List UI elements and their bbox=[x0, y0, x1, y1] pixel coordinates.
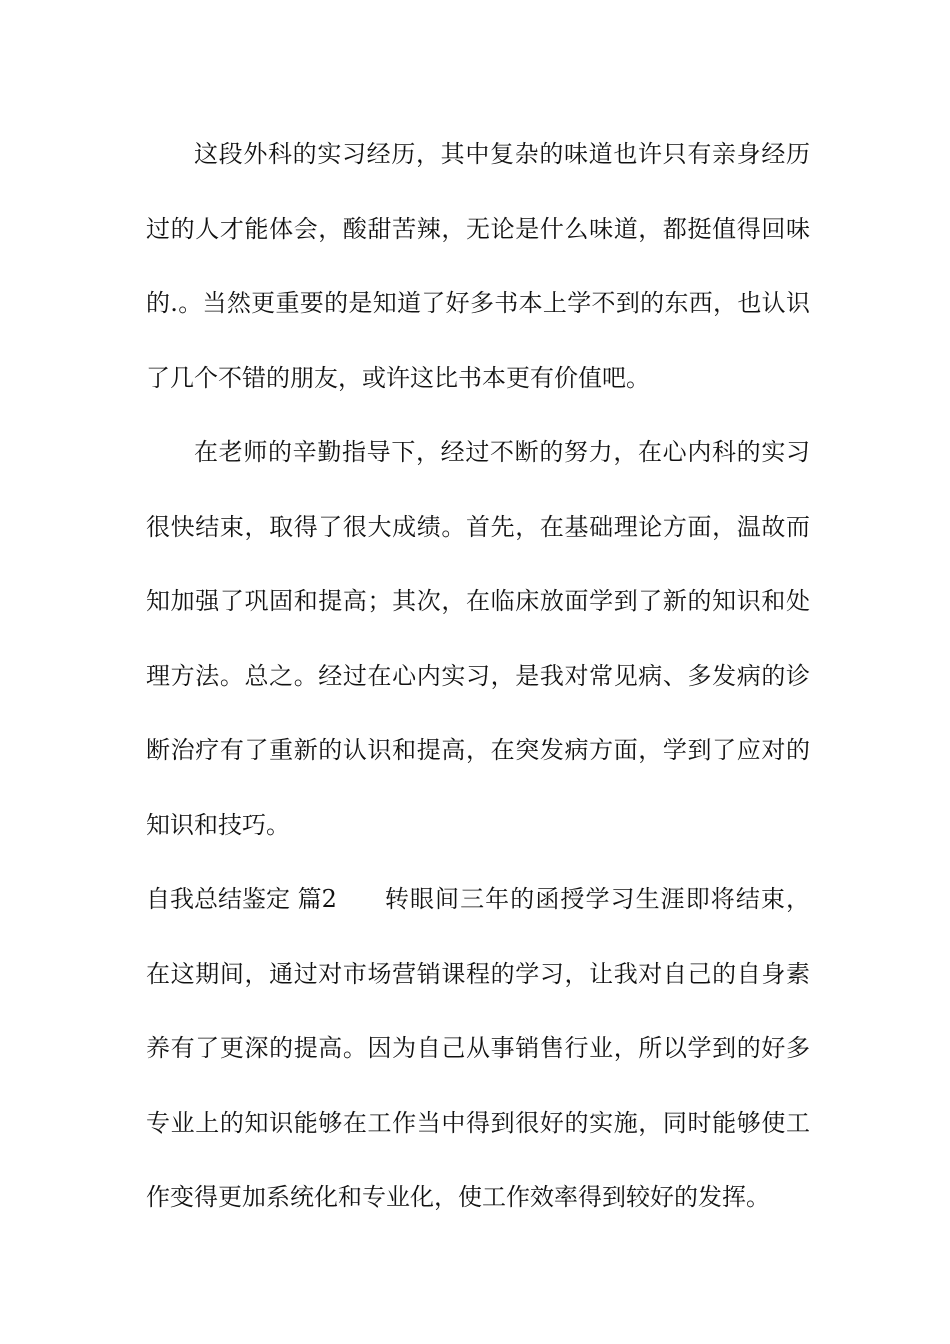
paragraph-3-line-2: 在这期间，通过对市场营销课程的学习，让我对自己的自身素 bbox=[146, 959, 810, 988]
paragraph-2-line-5: 断治疗有了重新的认识和提高，在突发病方面，学到了应对的 bbox=[146, 736, 810, 764]
paragraph-1-line-4: 了几个不错的朋友，或许这比书本更有价值吧。 bbox=[146, 363, 650, 392]
paragraph-3-line-5: 作变得更加系统化和专业化，使工作效率得到较好的发挥。 bbox=[146, 1183, 770, 1211]
paragraph-3-line-4: 专业上的知识能够在工作当中得到很好的实施，同时能够使工 bbox=[146, 1108, 810, 1137]
paragraph-1-line-2: 过的人才能体会，酸甜苦辣，无论是什么味道，都挺值得回味 bbox=[146, 214, 810, 243]
document-body bbox=[146, 128, 810, 1246]
paragraph-2-line-6: 知识和技巧。 bbox=[146, 810, 290, 839]
section-heading: 自我总结鉴定 篇2 bbox=[146, 885, 337, 913]
paragraph-1-line-1: 这段外科的实习经历，其中复杂的味道也许只有亲身经历 bbox=[194, 140, 810, 168]
paragraph-2-line-1: 在老师的辛勤指导下，经过不断的努力，在心内科的实习 bbox=[194, 438, 810, 466]
paragraph-3-line-3: 养有了更深的提高。因为自己从事销售行业，所以学到的好多 bbox=[146, 1034, 810, 1062]
paragraph-3-line-1 bbox=[146, 873, 810, 925]
paragraph-1-line-3: 的.。当然更重要的是知道了好多书本上学不到的东西，也认识 bbox=[146, 289, 810, 317]
paragraph-2-line-2: 很快结束，取得了很大成绩。首先，在基础理论方面，温故而 bbox=[146, 512, 810, 541]
paragraph-3-first-line-text: 转眼间三年的函授学习生涯即将结束， bbox=[384, 885, 810, 913]
paragraph-2-line-3: 知加强了巩固和提高；其次，在临床放面学到了新的知识和处 bbox=[146, 587, 810, 615]
paragraph-2-line-4: 理方法。总之。经过在心内实习，是我对常见病、多发病的诊 bbox=[146, 661, 810, 690]
